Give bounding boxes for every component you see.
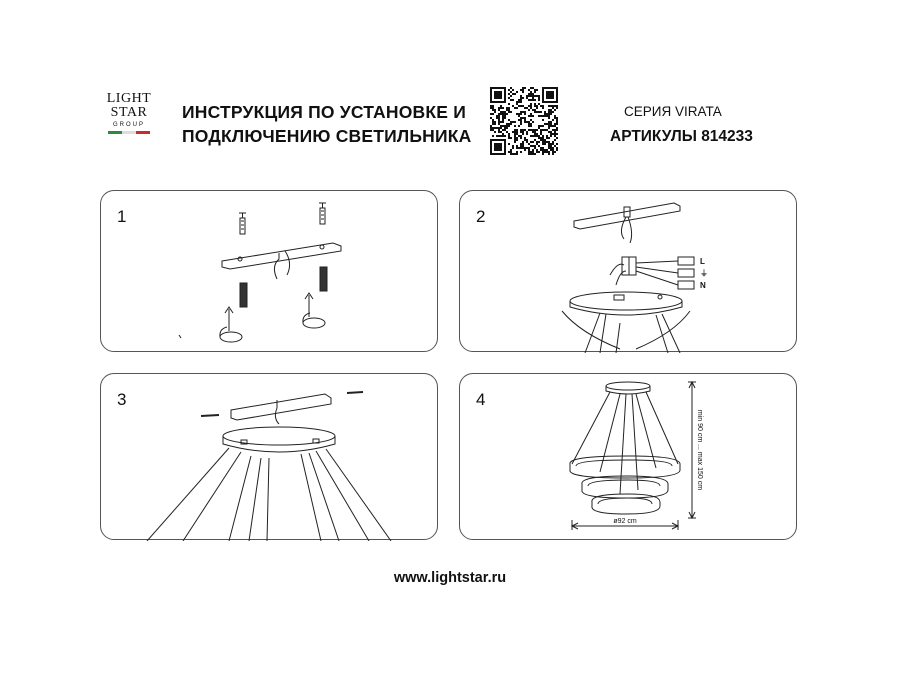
- title-line-1: ИНСТРУКЦИЯ ПО УСТАНОВКЕ И: [182, 102, 466, 122]
- canopy-fixing-illustration: [101, 374, 439, 541]
- wiring-connection-illustration: [460, 191, 798, 353]
- screw-icon: [347, 392, 363, 393]
- step-3-number: 3: [117, 390, 127, 409]
- wall-anchor-icon: [240, 283, 247, 307]
- step-4-number: 4: [476, 390, 486, 409]
- logo-line-2: STAR: [110, 105, 148, 120]
- article-number: АРТИКУЛЫ 814233: [610, 128, 753, 145]
- step-2-panel: [459, 190, 797, 352]
- chandelier-ring: [570, 456, 680, 478]
- chandelier-ring: [582, 476, 668, 498]
- title-line-2: ПОДКЛЮЧЕНИЮ СВЕТИЛЬНИКА: [182, 126, 472, 146]
- wire-label-ground: ⏚: [700, 269, 708, 278]
- logo-line-3: GROUP: [112, 122, 145, 128]
- website-link[interactable]: www.lightstar.ru: [393, 570, 507, 586]
- mounting-bracket: [222, 243, 341, 269]
- terminal-l: [678, 257, 694, 265]
- screw-icon: [240, 218, 245, 234]
- terminal-n: [678, 281, 694, 289]
- step-4-panel: [459, 373, 797, 540]
- ceiling-canopy: [606, 382, 650, 390]
- screw-icon: [320, 208, 325, 224]
- terminal-ground: [678, 269, 694, 277]
- wire-label-l: L: [700, 257, 705, 266]
- wire-label-n: N: [700, 281, 706, 290]
- step-1-panel: [100, 190, 438, 352]
- brand-logo: [104, 92, 154, 152]
- ceiling-canopy: [223, 427, 335, 445]
- ceiling-canopy: [570, 292, 682, 310]
- mounting-bracket-drilling-illustration: [101, 191, 439, 353]
- mounting-bracket: [231, 394, 331, 420]
- italian-flag-stripe: [104, 131, 154, 134]
- step-3-panel: [100, 373, 438, 540]
- wall-anchor-icon: [320, 267, 327, 291]
- height-label: min 90 cm ... max 150 cm: [696, 409, 703, 491]
- step-2-number: 2: [476, 207, 486, 226]
- dimensions-illustration: [460, 374, 798, 541]
- screw-icon: [201, 415, 219, 416]
- logo-line-1: LIGHT: [106, 91, 152, 106]
- step-1-number: 1: [117, 207, 127, 226]
- series-label: СЕРИЯ VIRATA: [624, 104, 722, 119]
- diameter-label: ø92 cm: [613, 518, 637, 525]
- page-title: [182, 100, 472, 148]
- qr-code-icon: [490, 87, 558, 155]
